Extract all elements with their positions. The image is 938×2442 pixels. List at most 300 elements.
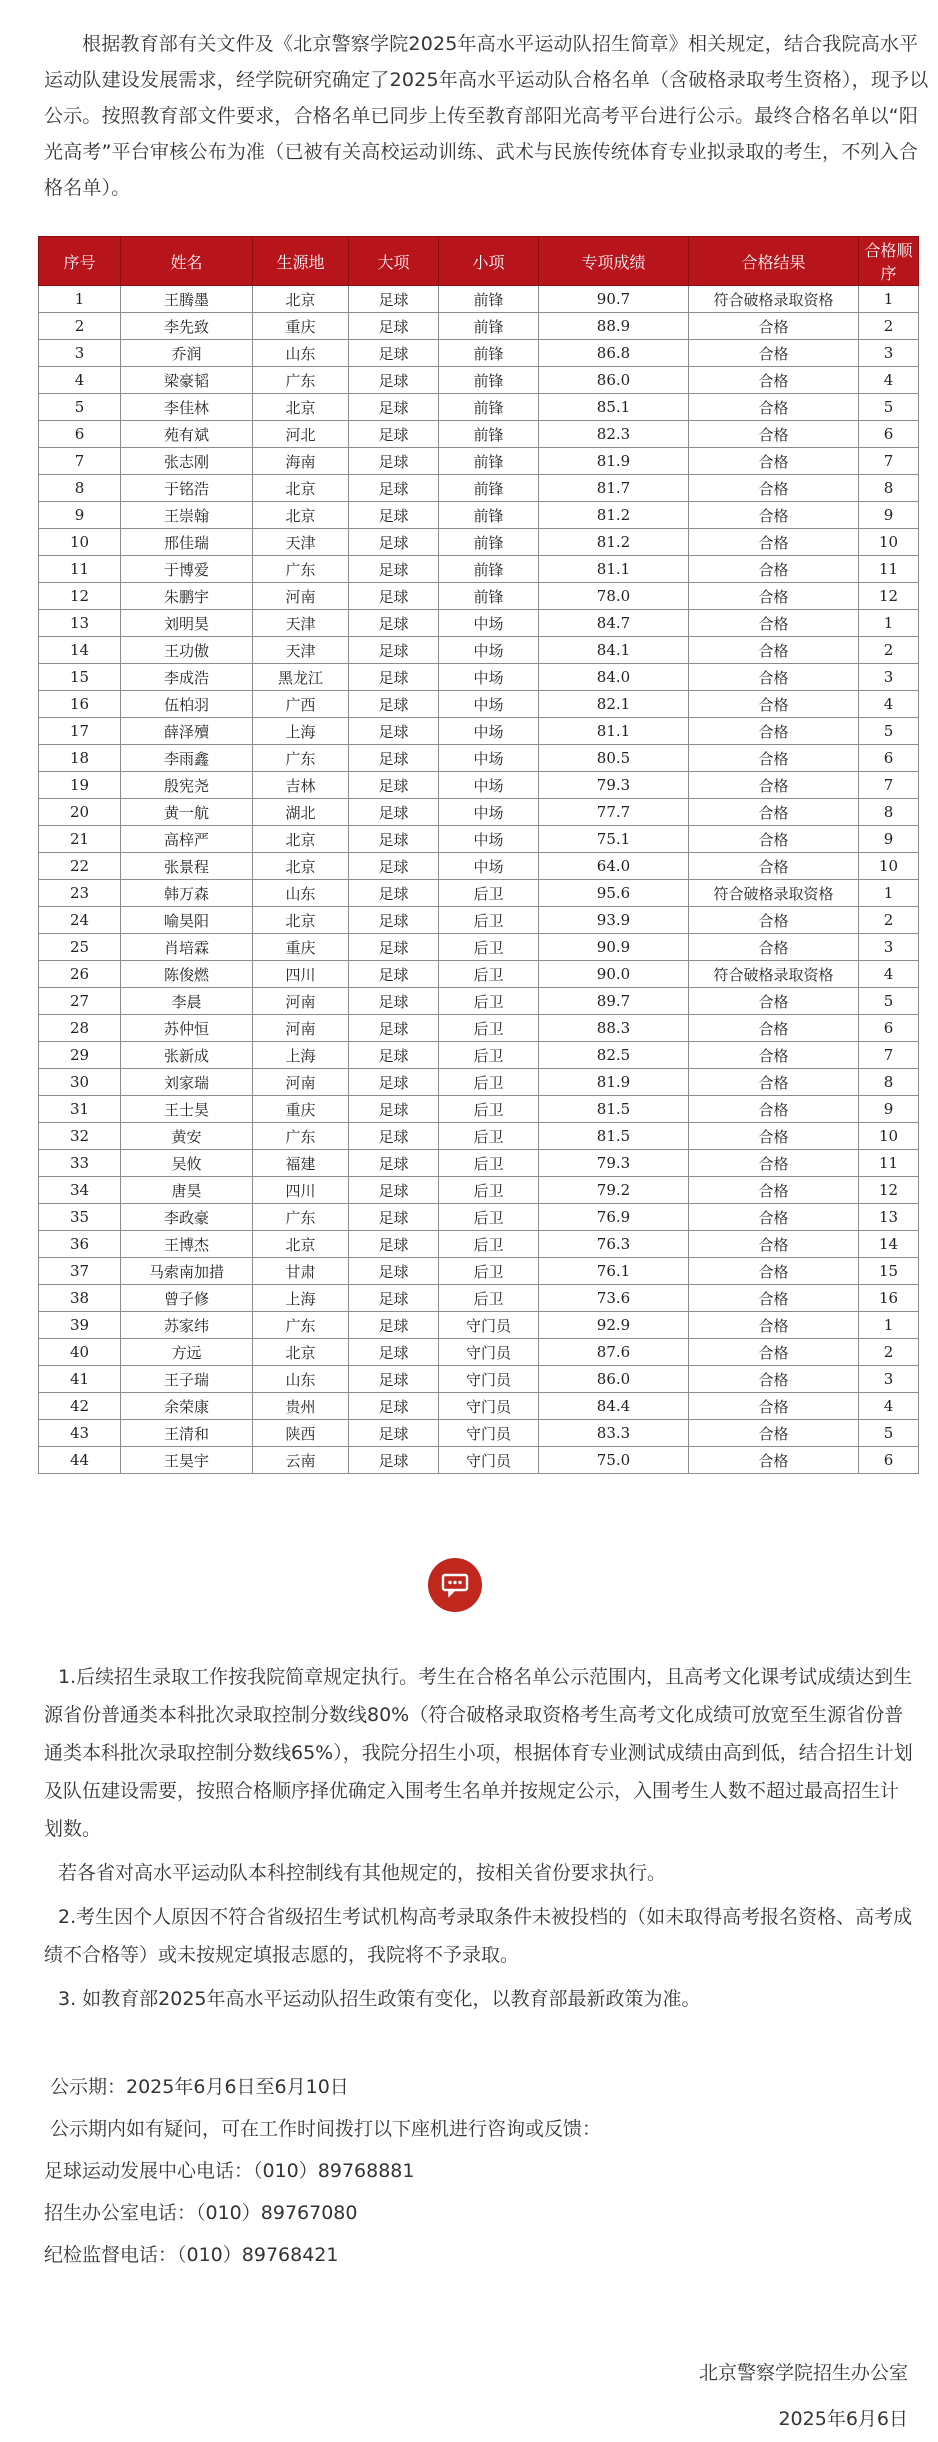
cell-origin: 广东 [253, 1312, 349, 1339]
cell-result: 合格 [689, 1069, 859, 1096]
cell-name: 余荣康 [121, 1393, 253, 1420]
cell-origin: 贵州 [253, 1393, 349, 1420]
cell-rank: 9 [859, 502, 919, 529]
table-row [39, 1393, 919, 1420]
cell-rank: 3 [859, 1366, 919, 1393]
cell-name: 张新成 [121, 1042, 253, 1069]
cell-name: 韩万森 [121, 880, 253, 907]
cell-result: 合格 [689, 1042, 859, 1069]
cell-sport: 足球 [349, 1042, 439, 1069]
cell-rank: 16 [859, 1285, 919, 1312]
cell-rank: 11 [859, 1150, 919, 1177]
cell-index: 19 [39, 772, 121, 799]
cell-result: 合格 [689, 448, 859, 475]
cell-position: 前锋 [439, 313, 539, 340]
cell-origin: 山东 [253, 1366, 349, 1393]
cell-index: 10 [39, 529, 121, 556]
cell-rank: 6 [859, 421, 919, 448]
cell-origin: 陕西 [253, 1420, 349, 1447]
cell-sport: 足球 [349, 718, 439, 745]
cell-result: 合格 [689, 1231, 859, 1258]
cell-score: 75.1 [539, 826, 689, 853]
cell-name: 黄一航 [121, 799, 253, 826]
table-row [39, 1312, 919, 1339]
table-row [39, 853, 919, 880]
cell-position: 中场 [439, 772, 539, 799]
cell-position: 守门员 [439, 1447, 539, 1474]
cell-name: 刘明昊 [121, 610, 253, 637]
cell-rank: 4 [859, 691, 919, 718]
cell-sport: 足球 [349, 745, 439, 772]
signature-date: 2025年6月6日 [778, 2408, 908, 2430]
cell-result: 合格 [689, 1285, 859, 1312]
cell-position: 守门员 [439, 1393, 539, 1420]
cell-position: 中场 [439, 799, 539, 826]
table-row [39, 826, 919, 853]
cell-position: 后卫 [439, 988, 539, 1015]
cell-rank: 1 [859, 610, 919, 637]
notes-section [44, 1658, 916, 2024]
cell-index: 17 [39, 718, 121, 745]
cell-position: 后卫 [439, 880, 539, 907]
cell-sport: 足球 [349, 1231, 439, 1258]
cell-position: 中场 [439, 826, 539, 853]
cell-name: 王崇翰 [121, 502, 253, 529]
cell-name: 李晨 [121, 988, 253, 1015]
cell-sport: 足球 [349, 556, 439, 583]
intro-paragraph: 根据教育部有关文件及《北京警察学院2025年高水平运动队招生简章》相关规定，结合我院高水平运动队建设发展需求，经学院研究确定了2025年高水平运动队合格名单（含破格录取考生资格），现予以公示。按照教育部文件要求，合格名单已同步上传至教育部阳光高考平台进行公示。最终合格名单以“阳光高考”平台审核公布为准（已被有关高校运动训练、武术与民族传统体育专业拟录取的考生，不列入合格名单）。 [44, 33, 929, 199]
cell-result: 符合破格录取资格 [689, 880, 859, 907]
cell-rank: 10 [859, 529, 919, 556]
cell-score: 86.0 [539, 1366, 689, 1393]
cell-name: 王昊宇 [121, 1447, 253, 1474]
contact-section [44, 2066, 904, 2276]
cell-score: 79.3 [539, 1150, 689, 1177]
cell-score: 93.9 [539, 907, 689, 934]
cell-name: 唐昊 [121, 1177, 253, 1204]
cell-origin: 上海 [253, 1042, 349, 1069]
cell-name: 薛泽殰 [121, 718, 253, 745]
cell-sport: 足球 [349, 583, 439, 610]
cell-score: 81.9 [539, 1069, 689, 1096]
cell-rank: 9 [859, 826, 919, 853]
cell-name: 苏家纬 [121, 1312, 253, 1339]
cell-score: 84.4 [539, 1393, 689, 1420]
cell-index: 27 [39, 988, 121, 1015]
cell-sport: 足球 [349, 1123, 439, 1150]
cell-result: 合格 [689, 1096, 859, 1123]
cell-index: 38 [39, 1285, 121, 1312]
cell-position: 中场 [439, 637, 539, 664]
note-1: 1.后续招生录取工作按我院简章规定执行。考生在合格名单公示范围内，且高考文化课考试成绩达到生源省份普通类本科批次录取控制分数线80%（符合破格录取资格考生高考文化成绩可放宽至生源省份普通类本科批次录取控制分数线65%），我院分招生小项，根据体育专业测试成绩由高到低，结合招生计划及队伍建设需要，按照合格顺序择优确定入围考生名单并按规定公示，入围考生人数不超过最高招生计划数。 [44, 1666, 913, 1840]
cell-position: 前锋 [439, 448, 539, 475]
cell-position: 中场 [439, 664, 539, 691]
cell-result: 合格 [689, 826, 859, 853]
cell-name: 梁豪韬 [121, 367, 253, 394]
cell-position: 后卫 [439, 1204, 539, 1231]
cell-position: 前锋 [439, 394, 539, 421]
cell-origin: 湖北 [253, 799, 349, 826]
cell-result: 合格 [689, 421, 859, 448]
cell-index: 42 [39, 1393, 121, 1420]
cell-origin: 黑龙江 [253, 664, 349, 691]
cell-index: 14 [39, 637, 121, 664]
cell-sport: 足球 [349, 1096, 439, 1123]
cell-rank: 5 [859, 1420, 919, 1447]
cell-score: 82.3 [539, 421, 689, 448]
cell-score: 83.3 [539, 1420, 689, 1447]
cell-result: 合格 [689, 745, 859, 772]
cell-name: 邢佳瑞 [121, 529, 253, 556]
cell-index: 22 [39, 853, 121, 880]
cell-index: 8 [39, 475, 121, 502]
cell-rank: 7 [859, 772, 919, 799]
cell-rank: 6 [859, 1015, 919, 1042]
cell-origin: 北京 [253, 286, 349, 313]
cell-index: 36 [39, 1231, 121, 1258]
cell-sport: 足球 [349, 853, 439, 880]
table-row [39, 1339, 919, 1366]
cell-sport: 足球 [349, 313, 439, 340]
cell-position: 守门员 [439, 1339, 539, 1366]
table-row [39, 1258, 919, 1285]
cell-name: 王功傲 [121, 637, 253, 664]
header-rank: 合格顺序 [859, 237, 919, 286]
table-row [39, 394, 919, 421]
cell-score: 79.3 [539, 772, 689, 799]
chat-bubble-icon [440, 1571, 470, 1599]
qualified-list-table-wrapper [38, 236, 918, 1474]
cell-position: 中场 [439, 745, 539, 772]
cell-name: 于博爱 [121, 556, 253, 583]
table-row [39, 1231, 919, 1258]
cell-name: 喻昊阳 [121, 907, 253, 934]
cell-index: 11 [39, 556, 121, 583]
cell-score: 81.1 [539, 556, 689, 583]
cell-name: 张景程 [121, 853, 253, 880]
cell-result: 合格 [689, 367, 859, 394]
cell-score: 88.9 [539, 313, 689, 340]
cell-position: 后卫 [439, 1150, 539, 1177]
cell-rank: 1 [859, 880, 919, 907]
cell-position: 后卫 [439, 1231, 539, 1258]
table-row [39, 1447, 919, 1474]
cell-rank: 4 [859, 1393, 919, 1420]
cell-origin: 四川 [253, 1177, 349, 1204]
header-sport: 大项 [349, 237, 439, 286]
cell-index: 21 [39, 826, 121, 853]
inquiry-hint: 公示期内如有疑问，可在工作时间拨打以下座机进行咨询或反馈： [50, 2118, 602, 2140]
cell-rank: 6 [859, 745, 919, 772]
cell-sport: 足球 [349, 772, 439, 799]
cell-score: 81.2 [539, 502, 689, 529]
cell-result: 合格 [689, 1393, 859, 1420]
cell-origin: 北京 [253, 907, 349, 934]
cell-index: 32 [39, 1123, 121, 1150]
cell-rank: 6 [859, 1447, 919, 1474]
cell-rank: 2 [859, 907, 919, 934]
cell-name: 黄安 [121, 1123, 253, 1150]
cell-index: 23 [39, 880, 121, 907]
cell-name: 乔润 [121, 340, 253, 367]
cell-result: 合格 [689, 502, 859, 529]
cell-score: 90.0 [539, 961, 689, 988]
cell-sport: 足球 [349, 961, 439, 988]
cell-score: 73.6 [539, 1285, 689, 1312]
cell-index: 24 [39, 907, 121, 934]
header-index: 序号 [39, 237, 121, 286]
cell-rank: 15 [859, 1258, 919, 1285]
cell-sport: 足球 [349, 880, 439, 907]
cell-result: 合格 [689, 1150, 859, 1177]
cell-score: 81.2 [539, 529, 689, 556]
cell-name: 王腾墨 [121, 286, 253, 313]
table-row [39, 880, 919, 907]
cell-score: 84.7 [539, 610, 689, 637]
cell-name: 李成浩 [121, 664, 253, 691]
cell-name: 王士昊 [121, 1096, 253, 1123]
cell-rank: 3 [859, 340, 919, 367]
table-row [39, 610, 919, 637]
cell-position: 前锋 [439, 475, 539, 502]
cell-index: 30 [39, 1069, 121, 1096]
cell-name: 李先致 [121, 313, 253, 340]
table-row [39, 799, 919, 826]
cell-sport: 足球 [349, 367, 439, 394]
cell-sport: 足球 [349, 286, 439, 313]
cell-position: 中场 [439, 853, 539, 880]
cell-sport: 足球 [349, 1069, 439, 1096]
cell-origin: 河北 [253, 421, 349, 448]
cell-index: 29 [39, 1042, 121, 1069]
cell-score: 90.7 [539, 286, 689, 313]
cell-origin: 山东 [253, 340, 349, 367]
cell-result: 合格 [689, 556, 859, 583]
cell-index: 1 [39, 286, 121, 313]
table-row [39, 421, 919, 448]
cell-rank: 9 [859, 1096, 919, 1123]
cell-score: 88.3 [539, 1015, 689, 1042]
cell-origin: 甘肃 [253, 1258, 349, 1285]
cell-sport: 足球 [349, 934, 439, 961]
table-row [39, 448, 919, 475]
header-position: 小项 [439, 237, 539, 286]
cell-origin: 广东 [253, 1204, 349, 1231]
cell-origin: 福建 [253, 1150, 349, 1177]
cell-position: 后卫 [439, 1177, 539, 1204]
cell-name: 苑有斌 [121, 421, 253, 448]
cell-result: 合格 [689, 664, 859, 691]
cell-sport: 足球 [349, 1447, 439, 1474]
note-3: 3. 如教育部2025年高水平运动队招生政策有变化，以教育部最新政策为准。 [58, 1988, 701, 2010]
table-row [39, 988, 919, 1015]
cell-sport: 足球 [349, 907, 439, 934]
cell-score: 84.1 [539, 637, 689, 664]
cell-name: 苏仲恒 [121, 1015, 253, 1042]
cell-result: 合格 [689, 637, 859, 664]
cell-result: 合格 [689, 772, 859, 799]
signature-org: 北京警察学院招生办公室 [698, 2362, 908, 2384]
cell-index: 28 [39, 1015, 121, 1042]
cell-name: 李佳林 [121, 394, 253, 421]
cell-index: 3 [39, 340, 121, 367]
cell-rank: 2 [859, 637, 919, 664]
cell-score: 76.1 [539, 1258, 689, 1285]
cell-position: 后卫 [439, 961, 539, 988]
cell-origin: 河南 [253, 988, 349, 1015]
cell-origin: 海南 [253, 448, 349, 475]
table-body [39, 286, 919, 1474]
cell-result: 合格 [689, 799, 859, 826]
cell-position: 前锋 [439, 502, 539, 529]
table-row [39, 637, 919, 664]
cell-sport: 足球 [349, 1015, 439, 1042]
cell-rank: 2 [859, 313, 919, 340]
table-row [39, 340, 919, 367]
table-row [39, 664, 919, 691]
cell-result: 合格 [689, 1312, 859, 1339]
cell-position: 后卫 [439, 1258, 539, 1285]
cell-rank: 14 [859, 1231, 919, 1258]
table-row [39, 961, 919, 988]
table-row [39, 1069, 919, 1096]
cell-index: 2 [39, 313, 121, 340]
cell-score: 81.7 [539, 475, 689, 502]
cell-origin: 天津 [253, 610, 349, 637]
cell-origin: 重庆 [253, 313, 349, 340]
cell-sport: 足球 [349, 1177, 439, 1204]
cell-origin: 广东 [253, 556, 349, 583]
cell-index: 33 [39, 1150, 121, 1177]
cell-result: 合格 [689, 1123, 859, 1150]
cell-name: 张志刚 [121, 448, 253, 475]
cell-score: 79.2 [539, 1177, 689, 1204]
cell-index: 35 [39, 1204, 121, 1231]
cell-rank: 4 [859, 367, 919, 394]
cell-origin: 云南 [253, 1447, 349, 1474]
cell-rank: 11 [859, 556, 919, 583]
cell-rank: 1 [859, 1312, 919, 1339]
cell-result: 合格 [689, 1339, 859, 1366]
cell-position: 后卫 [439, 934, 539, 961]
cell-origin: 上海 [253, 1285, 349, 1312]
cell-index: 15 [39, 664, 121, 691]
cell-sport: 足球 [349, 988, 439, 1015]
cell-result: 合格 [689, 340, 859, 367]
cell-origin: 广西 [253, 691, 349, 718]
cell-score: 92.9 [539, 1312, 689, 1339]
cell-name: 李政豪 [121, 1204, 253, 1231]
cell-result: 合格 [689, 1204, 859, 1231]
table-row [39, 1150, 919, 1177]
cell-result: 合格 [689, 718, 859, 745]
cell-result: 合格 [689, 313, 859, 340]
cell-sport: 足球 [349, 799, 439, 826]
cell-score: 84.0 [539, 664, 689, 691]
cell-origin: 北京 [253, 475, 349, 502]
table-row [39, 502, 919, 529]
cell-name: 肖培霖 [121, 934, 253, 961]
cell-index: 39 [39, 1312, 121, 1339]
table-row [39, 1285, 919, 1312]
table-row [39, 718, 919, 745]
cell-index: 34 [39, 1177, 121, 1204]
cell-score: 75.0 [539, 1447, 689, 1474]
cell-sport: 足球 [349, 1258, 439, 1285]
cell-sport: 足球 [349, 1366, 439, 1393]
header-score: 专项成绩 [539, 237, 689, 286]
cell-position: 后卫 [439, 1096, 539, 1123]
table-row [39, 313, 919, 340]
cell-name: 曾子修 [121, 1285, 253, 1312]
cell-origin: 天津 [253, 637, 349, 664]
cell-name: 朱鹏宇 [121, 583, 253, 610]
cell-sport: 足球 [349, 421, 439, 448]
table-row [39, 1420, 919, 1447]
cell-position: 后卫 [439, 907, 539, 934]
cell-score: 86.8 [539, 340, 689, 367]
cell-position: 前锋 [439, 286, 539, 313]
cell-result: 合格 [689, 394, 859, 421]
cell-origin: 上海 [253, 718, 349, 745]
cell-result: 合格 [689, 853, 859, 880]
table-row [39, 529, 919, 556]
cell-position: 守门员 [439, 1312, 539, 1339]
table-row [39, 1123, 919, 1150]
cell-origin: 河南 [253, 1015, 349, 1042]
cell-sport: 足球 [349, 475, 439, 502]
cell-rank: 3 [859, 664, 919, 691]
table-row [39, 583, 919, 610]
cell-position: 守门员 [439, 1420, 539, 1447]
intro-text [44, 26, 932, 206]
cell-index: 26 [39, 961, 121, 988]
cell-score: 95.6 [539, 880, 689, 907]
cell-index: 44 [39, 1447, 121, 1474]
cell-origin: 河南 [253, 1069, 349, 1096]
cell-result: 合格 [689, 988, 859, 1015]
cell-position: 守门员 [439, 1366, 539, 1393]
cell-result: 合格 [689, 1447, 859, 1474]
cell-sport: 足球 [349, 1285, 439, 1312]
cell-result: 合格 [689, 1015, 859, 1042]
table-row [39, 556, 919, 583]
cell-sport: 足球 [349, 637, 439, 664]
cell-name: 殷宪尧 [121, 772, 253, 799]
cell-score: 76.3 [539, 1231, 689, 1258]
cell-position: 前锋 [439, 583, 539, 610]
cell-sport: 足球 [349, 1420, 439, 1447]
table-header-row [39, 237, 919, 286]
table-row [39, 1366, 919, 1393]
cell-score: 90.9 [539, 934, 689, 961]
table-row [39, 1042, 919, 1069]
cell-rank: 12 [859, 1177, 919, 1204]
cell-sport: 足球 [349, 610, 439, 637]
cell-position: 中场 [439, 718, 539, 745]
cell-origin: 吉林 [253, 772, 349, 799]
phone-admissions-office: 招生办公室电话：（010）89767080 [44, 2202, 358, 2224]
cell-sport: 足球 [349, 529, 439, 556]
cell-index: 7 [39, 448, 121, 475]
cell-origin: 四川 [253, 961, 349, 988]
chat-badge [428, 1558, 482, 1612]
cell-position: 前锋 [439, 340, 539, 367]
cell-position: 中场 [439, 610, 539, 637]
cell-origin: 广东 [253, 1123, 349, 1150]
cell-sport: 足球 [349, 826, 439, 853]
table-row [39, 1015, 919, 1042]
